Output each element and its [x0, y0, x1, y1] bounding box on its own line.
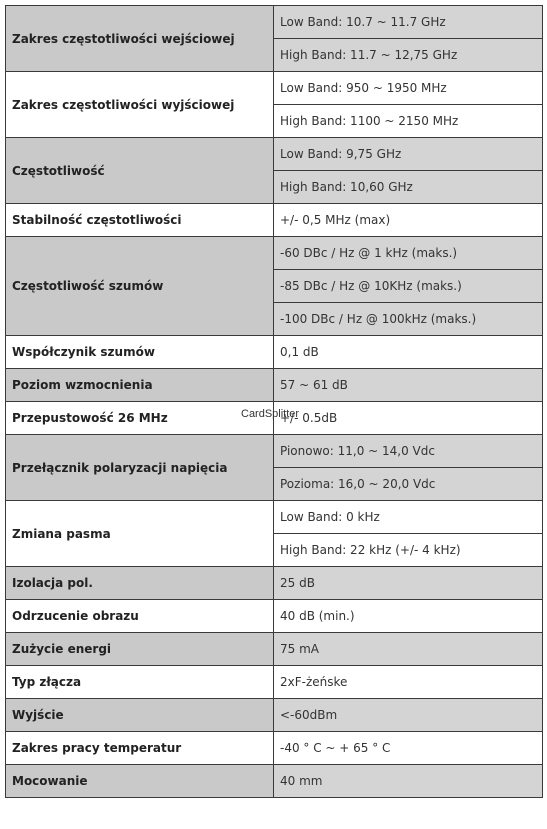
table-row: [6, 633, 543, 666]
table-row: [6, 237, 543, 270]
table-row: [6, 369, 543, 402]
spec-value: -60 DBc / Hz @ 1 kHz (maks.): [274, 237, 543, 270]
table-row: [6, 138, 543, 171]
spec-label: Zakres pracy temperatur: [6, 732, 274, 765]
table-row: [6, 6, 543, 39]
spec-value: 0,1 dB: [274, 336, 543, 369]
spec-label: Zużycie energi: [6, 633, 274, 666]
spec-value: Low Band: 9,75 GHz: [274, 138, 543, 171]
spec-label: Odrzucenie obrazu: [6, 600, 274, 633]
table-row: [6, 402, 543, 435]
table-row: [6, 765, 543, 798]
table-row: [6, 567, 543, 600]
spec-label: Zakres częstotliwości wejściowej: [6, 6, 274, 72]
spec-value: 57 ~ 61 dB: [274, 369, 543, 402]
spec-label: Mocowanie: [6, 765, 274, 798]
table-row: [6, 501, 543, 534]
spec-label: Izolacja pol.: [6, 567, 274, 600]
spec-value: Low Band: 0 kHz: [274, 501, 543, 534]
table-row: [6, 732, 543, 765]
watermark-text: CardSplitter: [241, 408, 300, 420]
spec-label: Typ złącza: [6, 666, 274, 699]
spec-value: -85 DBc / Hz @ 10KHz (maks.): [274, 270, 543, 303]
spec-label: Zmiana pasma: [6, 501, 274, 567]
spec-value: High Band: 10,60 GHz: [274, 171, 543, 204]
spec-label: Przepustowość 26 MHz: [6, 402, 274, 435]
spec-value: 40 mm: [274, 765, 543, 798]
spec-value: High Band: 11.7 ~ 12,75 GHz: [274, 39, 543, 72]
table-row: [6, 435, 543, 468]
spec-label: Częstotliwość: [6, 138, 274, 204]
table-row: [6, 336, 543, 369]
spec-label: Wyjście: [6, 699, 274, 732]
table-row: [6, 600, 543, 633]
spec-value: 2xF-żeńske: [274, 666, 543, 699]
spec-label: Częstotliwość szumów: [6, 237, 274, 336]
spec-value: +/- 0.5dB: [274, 402, 543, 435]
table-row: [6, 666, 543, 699]
spec-value: High Band: 1100 ~ 2150 MHz: [274, 105, 543, 138]
spec-value: Pionowo: 11,0 ~ 14,0 Vdc: [274, 435, 543, 468]
spec-value: 40 dB (min.): [274, 600, 543, 633]
table-row: [6, 204, 543, 237]
table-row: [6, 72, 543, 105]
spec-label: Stabilność częstotliwości: [6, 204, 274, 237]
spec-value: -40 ° C ~ + 65 ° C: [274, 732, 543, 765]
spec-value: 25 dB: [274, 567, 543, 600]
spec-value: 75 mA: [274, 633, 543, 666]
specification-table: [5, 5, 543, 798]
table-row: [6, 699, 543, 732]
spec-label: Poziom wzmocnienia: [6, 369, 274, 402]
spec-label: Współczynik szumów: [6, 336, 274, 369]
spec-value: Low Band: 10.7 ~ 11.7 GHz: [274, 6, 543, 39]
spec-value: Low Band: 950 ~ 1950 MHz: [274, 72, 543, 105]
spec-label: Zakres częstotliwości wyjściowej: [6, 72, 274, 138]
spec-value: <-60dBm: [274, 699, 543, 732]
spec-value: High Band: 22 kHz (+/- 4 kHz): [274, 534, 543, 567]
spec-value: Pozioma: 16,0 ~ 20,0 Vdc: [274, 468, 543, 501]
spec-value: -100 DBc / Hz @ 100kHz (maks.): [274, 303, 543, 336]
spec-label: Przełącznik polaryzacji napięcia: [6, 435, 274, 501]
spec-value: +/- 0,5 MHz (max): [274, 204, 543, 237]
